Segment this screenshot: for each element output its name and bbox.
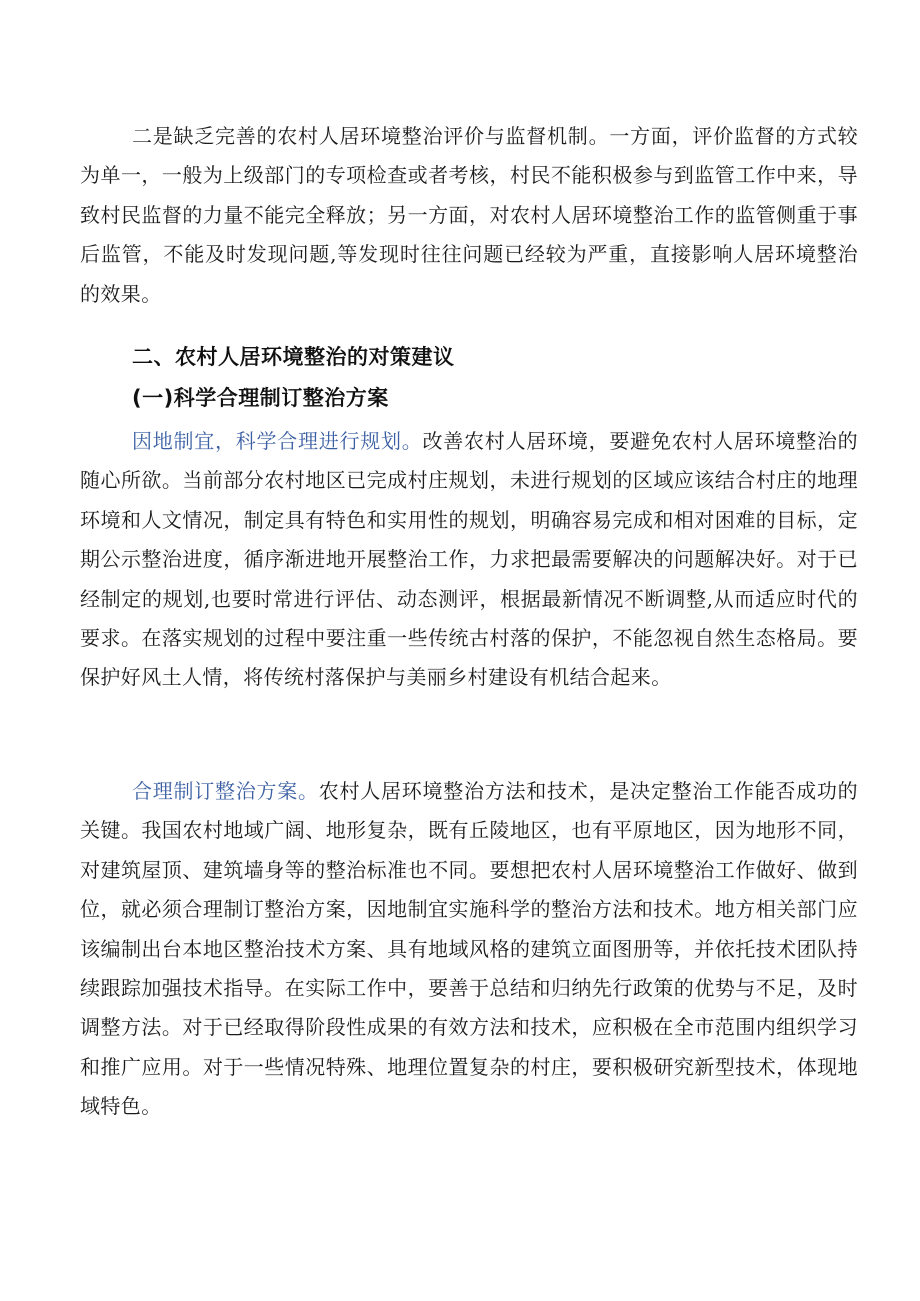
paragraph-lead-sentence: 合理制订整治方案。 (132, 779, 319, 803)
paragraph-text: 农村人居环境整治方法和技术，是决定整治工作能否成功的关键。我国农村地域广阔、地形复杂，既有丘陵地区，也有平原地区，因为地形不同，对建筑屋顶、建筑墙身等的整治标准也不同。要想把农村人居环境整治工作做好、做到位，就必须合理制订整治方案，因地制宜实施科学的整治方法和技术。地方相关部门应该编制出台本地区整治技术方案、具有地域风格的建筑立面图册等，并依托技术团队持续跟踪加强技术指导。在实际工作中，要善于总结和归纳先行政策的优势与不足，及时调整方法。对于已经取得阶段性成果的有效方法和技术，应积极在全市范围内组织学习和推广应用。对于一些情况特殊、地理位置复杂的村庄，要积极研究新型技术，体现地域特色。 (80, 779, 858, 1119)
paragraph-lead-sentence: 因地制宜，科学合理进行规划。 (132, 429, 423, 453)
paragraph-text: 改善农村人居环境，要避免农村人居环境整治的随心所欲。当前部分农村地区已完成村庄规划，未进行规划的区域应该结合村庄的地理环境和人文情况，制定具有特色和实用性的规划，明确容易完成和相对困难的目标，定期公示整治进度，循序渐进地开展整治工作，力求把最需要解决的问题解决好。对于已经制定的规划,也要时常进行评估、动态测评，根据最新情况不断调整,从而适应时代的要求。在落实规划的过程中要注重一些传统古村落的保护，不能忽视自然生态格局。要保护好风土人情，将传统村落保护与美丽乡村建设有机结合起来。 (80, 429, 858, 690)
paragraph-text: 二是缺乏完善的农村人居环境整治评价与监督机制。一方面，评价监督的方式较为单一，一般为上级部门的专项检查或者考核，村民不能积极参与到监管工作中来，导致村民监督的力量不能完全释放；另一方面，对农村人居环境整治工作的监管侧重于事后监管，不能及时发现问题,等发现时往往问题已经较为严重，直接影响人居环境整治的效果。 (80, 124, 858, 306)
paragraph-planning (80, 422, 858, 698)
subsection-heading-plan: (一)科学合理制订整治方案 (132, 386, 389, 410)
section-heading-countermeasures: 二、农村人居环境整治的对策建议 (132, 345, 455, 369)
paragraph-supervision-mechanism (80, 117, 858, 314)
paragraph-remediation-plan (80, 772, 858, 1127)
